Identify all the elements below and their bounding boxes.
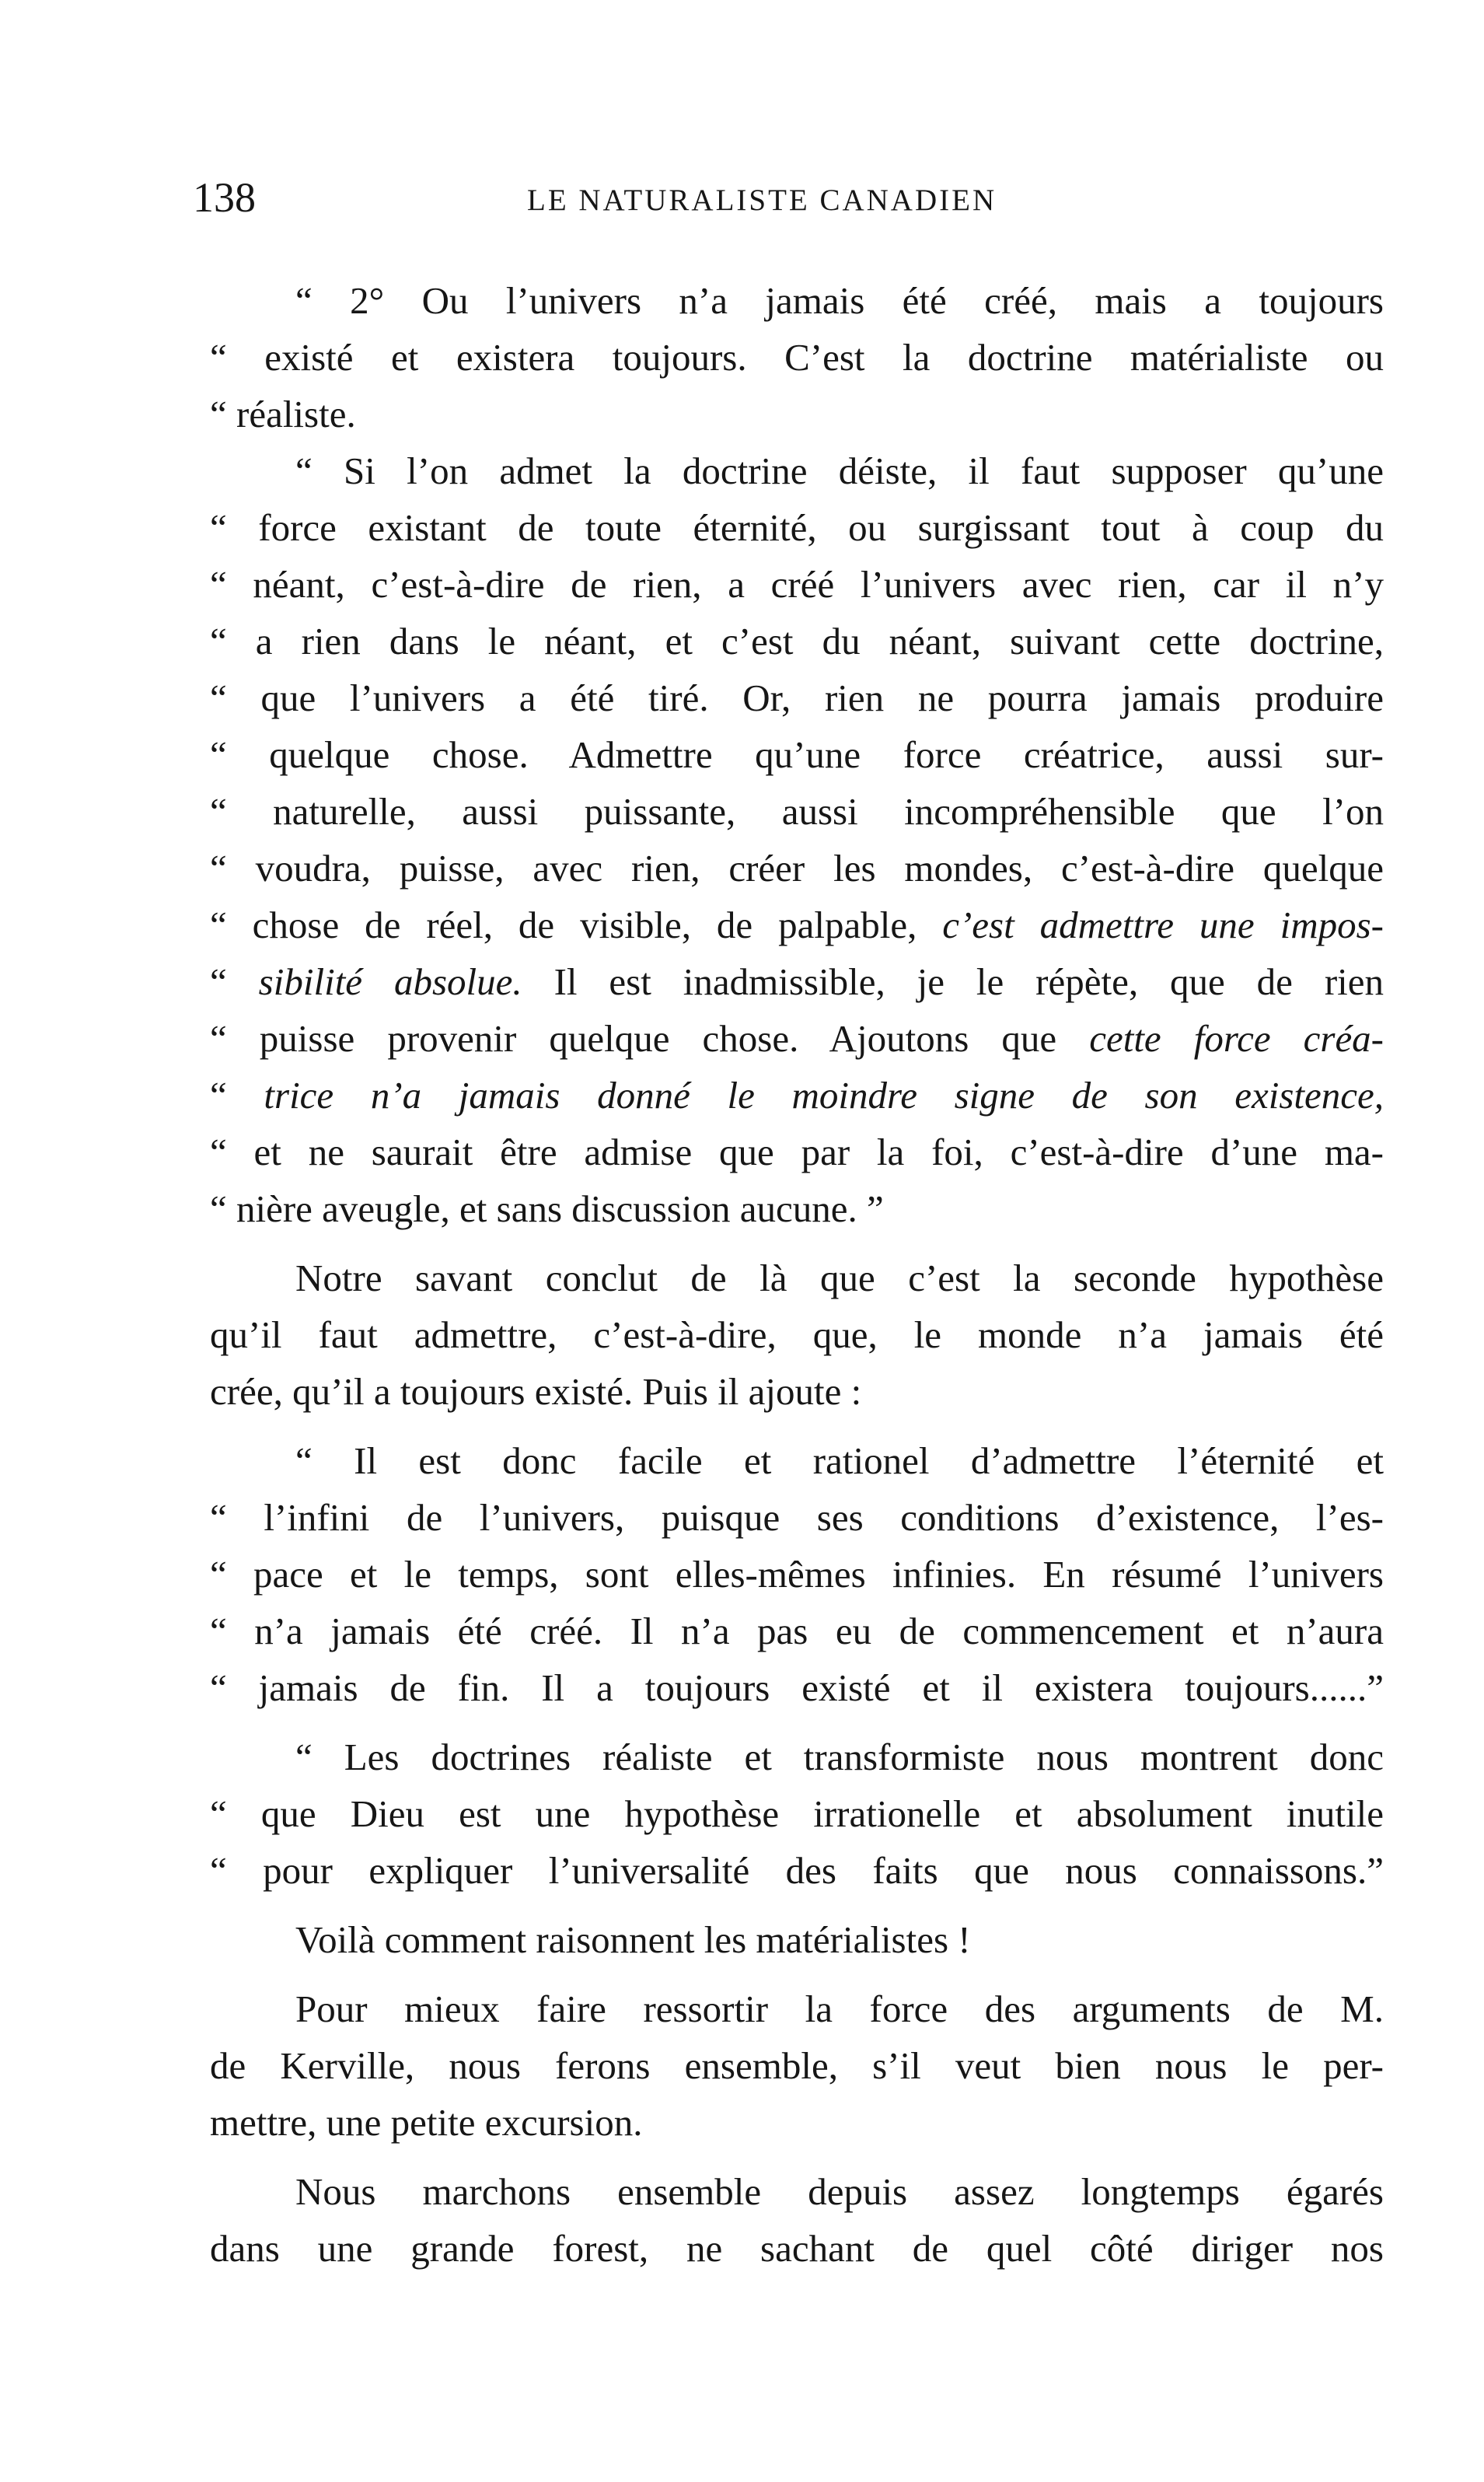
italic-text: trice n’a jamais donné le moindre signe de son existence,	[264, 1074, 1384, 1117]
text-line: “ voudra, puisse, avec rien, créer les mondes, c’est-à-dire quelque	[210, 847, 1384, 890]
text-line: “ Si l’on admet la doctrine déiste, il faut supposer qu’une	[295, 449, 1384, 492]
text-line	[210, 953, 1384, 1010]
text-line: “ que Dieu est une hypothèse irrationelle et absolument inutile	[210, 1792, 1384, 1835]
line-text: “ puisse provenir quelque chose. Ajoutons que	[210, 1017, 1090, 1060]
text-line: Nous marchons ensemble depuis assez longtemps égarés	[295, 2170, 1384, 2213]
text-line: “ et ne saurait être admise que par la foi, c’est-à-dire d’une ma-	[210, 1131, 1384, 1173]
text-line: “ pace et le temps, sont elles-mêmes infinies. En résumé l’univers	[210, 1553, 1384, 1596]
text-line: “ a rien dans le néant, et c’est du néant, suivant cette doctrine,	[210, 620, 1384, 662]
text-line: “ quelque chose. Admettre qu’une force créatrice, aussi sur-	[210, 733, 1384, 776]
page-number: 138	[193, 174, 256, 221]
body-text	[210, 272, 1384, 2277]
quote-mark: “	[210, 1074, 264, 1117]
text-line: “ naturelle, aussi puissante, aussi incompréhensible que l’on	[210, 790, 1384, 833]
text-line: Voilà comment raisonnent les matérialistes !	[295, 1918, 971, 1961]
text-line	[210, 897, 1384, 953]
line-text: Il est inadmissible, je le répète, que de rien	[522, 960, 1384, 1003]
text-line: de Kerville, nous ferons ensemble, s’il veut bien nous le per-	[210, 2044, 1384, 2087]
text-line: mettre, une petite excursion.	[210, 2101, 643, 2144]
text-line: “ force existant de toute éternité, ou surgissant tout à coup du	[210, 506, 1384, 549]
text-line: “ nière aveugle, et sans discussion aucune. ”	[210, 1187, 884, 1230]
text-line: “ l’infini de l’univers, puisque ses conditions d’existence, l’es-	[210, 1496, 1384, 1539]
text-line: “ néant, c’est-à-dire de rien, a créé l’univers avec rien, car il n’y	[210, 563, 1384, 606]
text-line: “ que l’univers a été tiré. Or, rien ne pourra jamais produire	[210, 676, 1384, 719]
text-line: “ jamais de fin. Il a toujours existé et il existera toujours......”	[210, 1666, 1384, 1709]
quote-mark: “	[210, 960, 259, 1003]
italic-text: cette force créa-	[1089, 1017, 1384, 1060]
italic-text: sibilité absolue.	[258, 960, 522, 1003]
text-line: “ Il est donc facile et rationel d’admettre l’éternité et	[295, 1439, 1384, 1482]
text-line: “ 2° Ou l’univers n’a jamais été créé, mais a toujours	[295, 279, 1384, 322]
text-line: “ pour expliquer l’universalité des faits que nous connaissons.”	[210, 1849, 1384, 1892]
text-line: “ existé et existera toujours. C’est la doctrine matérialiste ou	[210, 336, 1384, 379]
text-line: qu’il faut admettre, c’est-à-dire, que, le monde n’a jamais été	[210, 1313, 1384, 1356]
running-head	[193, 166, 1374, 229]
text-line: “ réaliste.	[210, 393, 356, 435]
text-line: Pour mieux faire ressortir la force des arguments de M.	[295, 1987, 1384, 2030]
running-title: LE NATURALISTE CANADIEN	[527, 184, 997, 217]
text-line	[210, 1067, 1384, 1124]
text-line: “ n’a jamais été créé. Il n’a pas eu de commencement et n’aura	[210, 1610, 1384, 1652]
text-line: “ Les doctrines réaliste et transformiste nous montrent donc	[295, 1736, 1384, 1778]
text-line	[210, 1010, 1384, 1067]
italic-text: c’est admettre une impos-	[942, 904, 1384, 946]
line-text: “ chose de réel, de visible, de palpable,	[210, 904, 943, 946]
text-line: dans une grande forest, ne sachant de quel côté diriger nos	[210, 2227, 1384, 2270]
text-line: Notre savant conclut de là que c’est la seconde hypothèse	[295, 1257, 1384, 1299]
text-line: crée, qu’il a toujours existé. Puis il ajoute :	[210, 1370, 862, 1413]
